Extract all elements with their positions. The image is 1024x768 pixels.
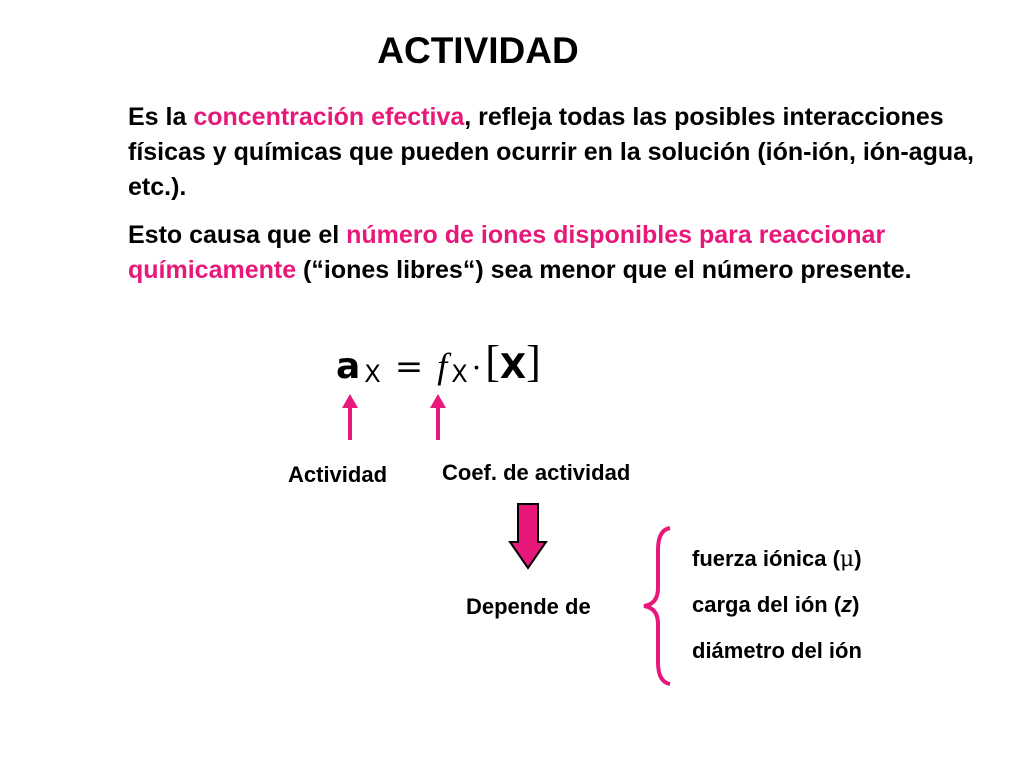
mu-symbol: μ — [839, 547, 855, 572]
activity-label: Actividad — [288, 462, 388, 487]
equals-sign: = — [394, 347, 424, 387]
concentration-symbol: X — [499, 347, 527, 387]
multiply-dot: · — [471, 351, 482, 386]
z-symbol: z — [841, 592, 853, 617]
definition-paragraph — [128, 100, 998, 205]
depends-label: Depende de — [466, 594, 591, 619]
factor-diameter: diámetro del ión — [692, 638, 862, 663]
page-title: ACTIVIDAD — [377, 30, 579, 71]
definition-text-start: Es la — [128, 103, 194, 131]
definition-highlight: concentración efectiva — [193, 103, 465, 131]
coefficient-label: Coef. de actividad — [442, 460, 631, 485]
coefficient-subscript: X — [451, 360, 468, 388]
activity-formula — [336, 338, 541, 398]
activity-subscript: X — [364, 360, 381, 388]
curly-brace-icon — [636, 524, 678, 688]
down-arrow-icon — [508, 502, 548, 570]
bracket-close: ] — [526, 337, 541, 386]
factor-ionic-strength — [692, 546, 862, 572]
activity-symbol: a — [336, 346, 361, 387]
ionic-strength-close: ) — [854, 546, 862, 571]
coefficient-symbol: f — [437, 346, 448, 386]
consequence-text-start: Esto causa que el — [128, 221, 347, 249]
consequence-paragraph — [128, 218, 998, 288]
consequence-text-end: (“iones libres“) sea menor que el número presente. — [296, 256, 912, 284]
up-arrow-icon — [426, 392, 450, 442]
up-arrow-icon — [338, 392, 362, 442]
bracket-open: [ — [485, 337, 500, 386]
charge-close: ) — [852, 592, 860, 617]
ionic-strength-label: fuerza iónica ( — [692, 546, 840, 571]
factor-charge — [692, 592, 859, 618]
charge-label: carga del ión ( — [692, 592, 842, 617]
consequence-highlight: número de iones disponibles para reaccionar químicamente — [128, 221, 886, 284]
definition-text-end: , refleja todas las posibles interacciones físicas y químicas que pueden ocurrir en la solución (ión-ión, ión-agua, etc.). — [128, 103, 974, 201]
